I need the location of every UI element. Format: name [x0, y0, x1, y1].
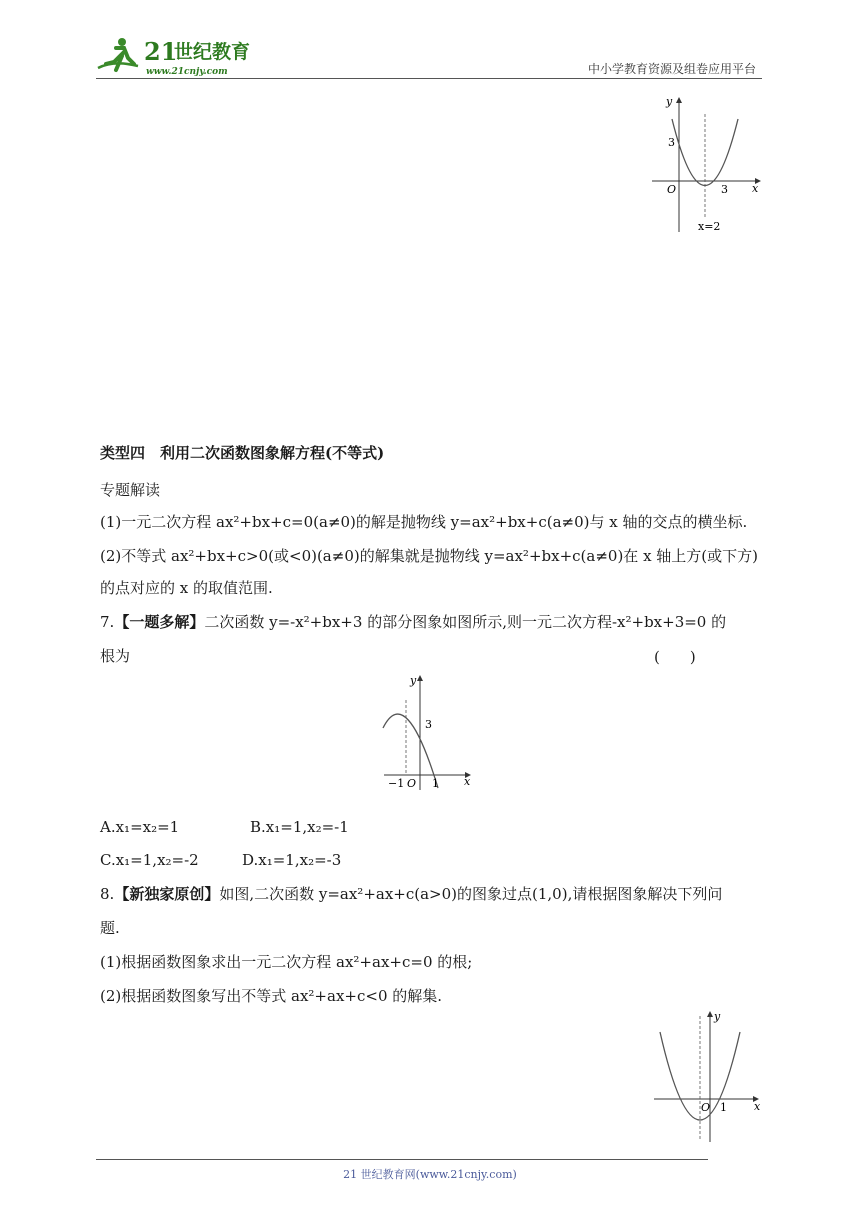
x-tick-label: 3 — [721, 183, 728, 196]
answer-bracket: ( ) — [654, 648, 696, 666]
question-8-line-2: 题. — [100, 919, 120, 937]
question-8-part-2: (2)根据函数图象写出不等式 ax²+ax+c<0 的解集. — [100, 987, 443, 1005]
question-8-line-1 — [100, 884, 722, 904]
header-divider — [96, 78, 762, 79]
section-subtitle: 专题解读 — [100, 481, 161, 499]
question-8-tag: 【新独家原创】 — [114, 885, 220, 903]
x-label: x — [754, 1100, 761, 1113]
logo-url: www.21cnjy.com — [146, 67, 228, 77]
section-heading: 类型四 利用二次函数图象解方程(不等式) — [100, 444, 385, 462]
figure-3-graph — [650, 1010, 766, 1144]
footer-divider — [96, 1159, 708, 1160]
question-7-line-1 — [100, 612, 726, 632]
runner-icon — [98, 38, 138, 70]
figure-2-graph — [376, 670, 480, 794]
x-label: x — [752, 182, 759, 195]
question-7-line-2: 根为 — [100, 647, 131, 665]
option-c[interactable]: C.x₁=1,x₂=-2 — [100, 851, 199, 869]
footer-text[interactable]: 21 世纪教育网(www.21cnjy.com) — [343, 1168, 517, 1181]
question-8-part-1: (1)根据函数图象求出一元二次方程 ax²+ax+c=0 的根; — [100, 953, 473, 971]
logo-number: 21 — [144, 37, 178, 66]
question-7-tag: 【一题多解】 — [114, 613, 205, 631]
y-label: y — [714, 1010, 721, 1023]
option-d[interactable]: D.x₁=1,x₂=-3 — [242, 851, 342, 869]
x-tick-positive: 1 — [432, 777, 439, 790]
logo-text: 世纪教育 — [174, 41, 251, 63]
figure-1-graph — [648, 92, 768, 240]
paragraph-2-line-1: (2)不等式 ax²+bx+c>0(或<0)(a≠0)的解集就是抛物线 y=ax²+bx+c(a≠0)在 x 轴上方(或下方) — [100, 547, 759, 565]
origin-label: O — [667, 183, 677, 196]
site-logo — [94, 34, 264, 78]
x-tick-positive: 1 — [720, 1101, 727, 1114]
question-8-number: 8. — [100, 885, 115, 903]
question-7-text: 二次函数 y=-x²+bx+3 的部分图象如图所示,则一元二次方程-x²+bx+3=0 的 — [204, 613, 727, 631]
x-label: x — [464, 775, 471, 788]
option-b[interactable]: B.x₁=1,x₂=-1 — [250, 818, 349, 836]
y-label: y — [410, 674, 417, 687]
paragraph-1: (1)一元二次方程 ax²+bx+c=0(a≠0)的解是抛物线 y=ax²+bx+c(a≠0)与 x 轴的交点的横坐标. — [100, 513, 748, 531]
origin-label: O — [407, 777, 417, 790]
y-tick-label: 3 — [425, 718, 432, 731]
y-tick-label: 3 — [668, 136, 675, 149]
paragraph-2-line-2: 的点对应的 x 的取值范围. — [100, 579, 273, 597]
platform-name: 中小学教育资源及组卷应用平台 — [587, 62, 756, 76]
symmetry-label: x=2 — [698, 220, 721, 233]
option-a[interactable]: A.x₁=x₂=1 — [100, 818, 180, 836]
question-8-text: 如图,二次函数 y=ax²+ax+c(a>0)的图象过点(1,0),请根据图象解决下列问 — [219, 885, 723, 903]
x-tick-negative: −1 — [388, 777, 405, 790]
origin-label: O — [701, 1101, 711, 1114]
y-label: y — [666, 95, 673, 108]
question-7-number: 7. — [100, 613, 115, 631]
